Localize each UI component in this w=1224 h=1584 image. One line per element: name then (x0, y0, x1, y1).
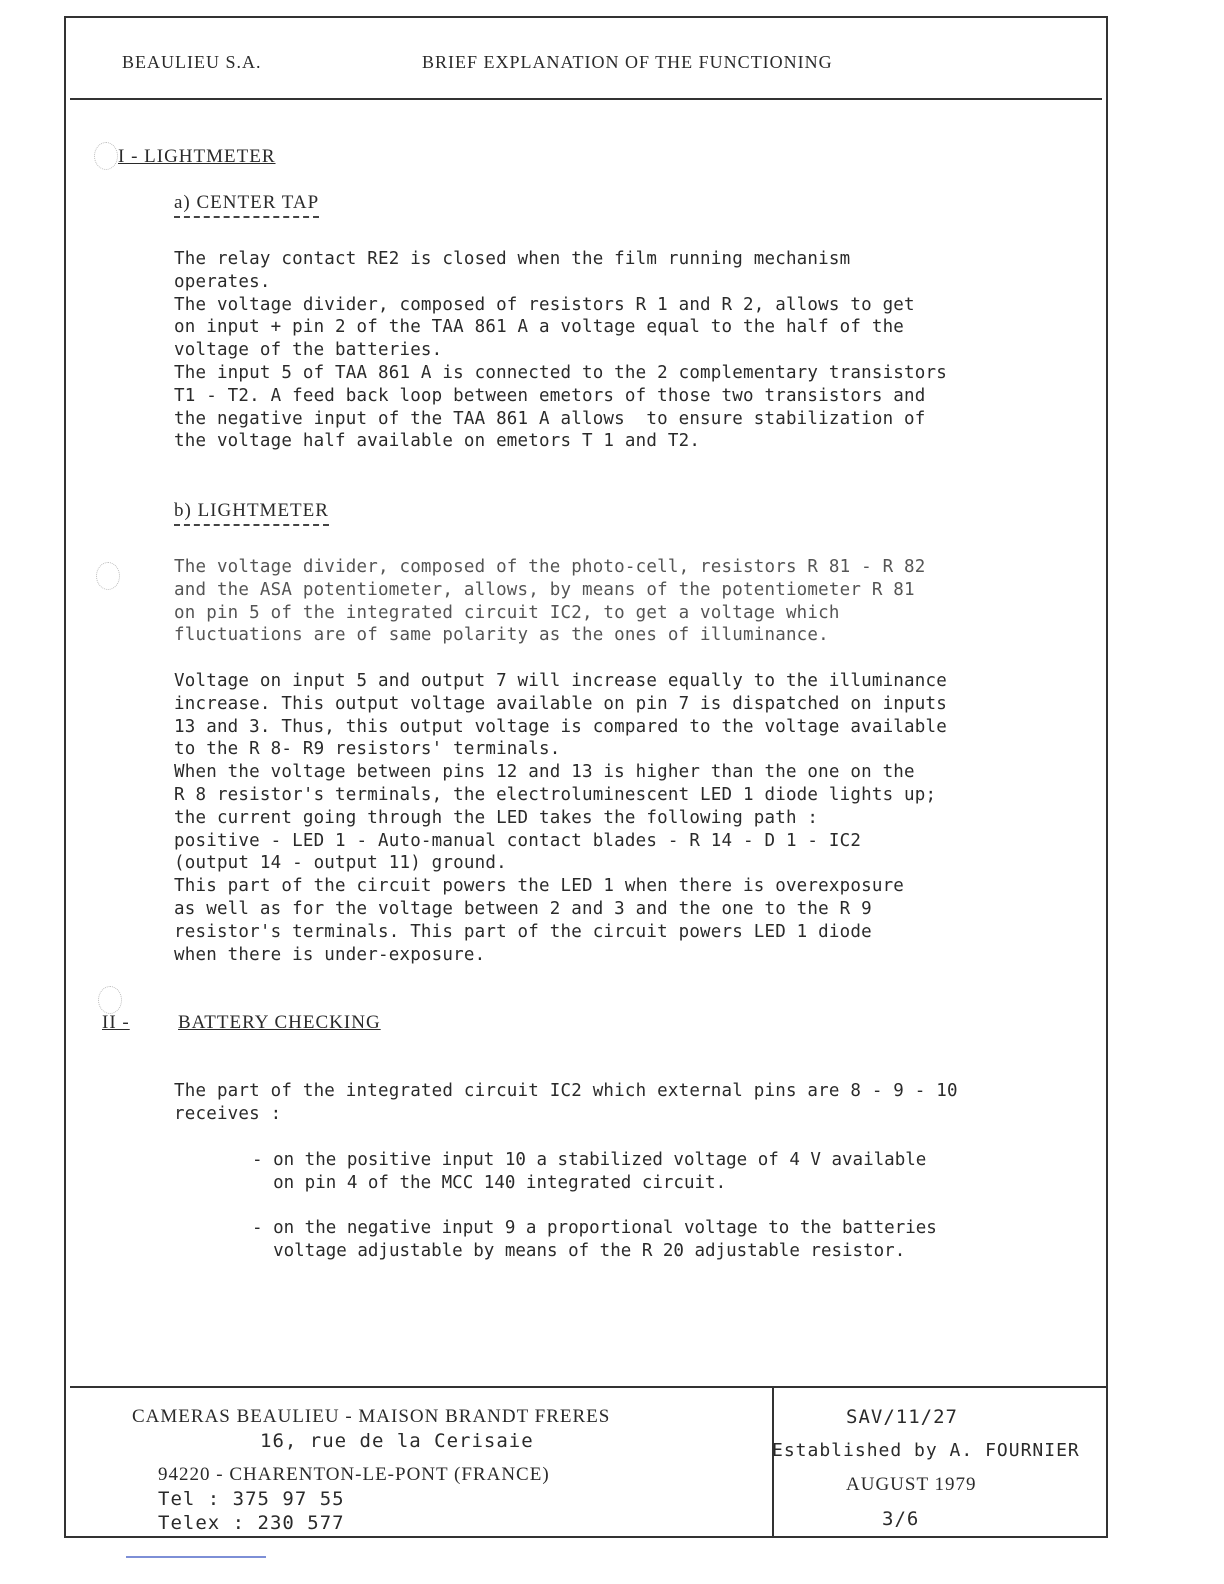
header-title: BRIEF EXPLANATION OF THE FUNCTIONING (422, 52, 833, 72)
section-2-intro: The part of the integrated circuit IC2 which external pins are 8 - 9 - 10 receives : (174, 1081, 958, 1124)
footer-divider (772, 1388, 774, 1538)
page-header (70, 40, 1102, 100)
section-1b-paragraph-1: The voltage divider, composed of the photo-cell, resistors R 81 - R 82 and the ASA potentiometer, allows, by means of the potentiometer R 81 on pin 5 of the integrated circuit IC2, to get a voltage which fluctuations are of same polarity as the ones of illuminance. (174, 557, 926, 646)
document-reference: SAV/11/27 (846, 1406, 958, 1428)
established-by: Established by A. FOURNIER (772, 1440, 1080, 1461)
section-2-bullet-1: - on the positive input 10 a stabilized voltage of 4 V available on pin 4 of the MCC 140 integrated circuit. (252, 1150, 927, 1193)
section-1-heading: I - LIGHTMETER (118, 146, 276, 167)
section-2-number: II - (102, 1012, 130, 1033)
section-2-bullet-2: - on the negative input 9 a proportional voltage to the batteries voltage adjustable by means of the R 20 adjustable resistor. (252, 1218, 937, 1261)
footer-company: CAMERAS BEAULIEU - MAISON BRANDT FRERES (132, 1406, 611, 1427)
section-1b-heading: b) LIGHTMETER (174, 500, 329, 526)
header-company: BEAULIEU S.A. (122, 52, 262, 72)
scan-artifact-line (126, 1556, 266, 1558)
document-date: AUGUST 1979 (846, 1474, 977, 1495)
page-number: 3/6 (882, 1508, 920, 1530)
section-1a-heading: a) CENTER TAP (174, 192, 319, 218)
page-footer (70, 1386, 1108, 1540)
section-1a-paragraph: The relay contact RE2 is closed when the film running mechanism operates. The voltage divider, composed of resistors R 1 and R 2, allows to get on input + pin 2 of the TAA 861 A a voltage equal to the half of the voltage of the batteries. The input 5 of TAA 861 A is connected to the 2 complementary transistors T1 - T2. A feed back loop between emetors of those two transistors and the negative input of the TAA 861 A allows to ensure stabilization of the voltage half available on emetors T 1 and T2. (174, 249, 947, 452)
punch-hole-mark (98, 986, 122, 1014)
section-2-heading: BATTERY CHECKING (178, 1012, 381, 1033)
footer-city: 94220 - CHARENTON-LE-PONT (FRANCE) (158, 1464, 550, 1485)
footer-telex: Telex : 230 577 (158, 1512, 345, 1534)
section-1b-paragraph-2: Voltage on input 5 and output 7 will increase equally to the illuminance increase. This output voltage available on pin 7 is dispatched on inputs 13 and 3. Thus, this output voltage is compared to the voltage available to the R 8- R9 resistors' terminals. When the voltage between pins 12 and 13 is higher than the one on the R 8 resistor's terminals, the electroluminescent LED 1 diode lights up; the current going through the LED takes the following path : positive - LED 1 - Auto-manual contact blades - R 14 - D 1 - IC2 (output 14 - output 11) ground. This part of the circuit powers the LED 1 when there is overexposure as well as for the voltage between 2 and 3 and the one to the R 9 resistor's terminals. This part of the circuit powers LED 1 diode when there is under-exposure. (174, 671, 947, 965)
footer-street: 16, rue de la Cerisaie (260, 1430, 534, 1452)
punch-hole-mark (94, 142, 118, 170)
punch-hole-mark (96, 562, 120, 590)
footer-tel: Tel : 375 97 55 (158, 1488, 345, 1510)
